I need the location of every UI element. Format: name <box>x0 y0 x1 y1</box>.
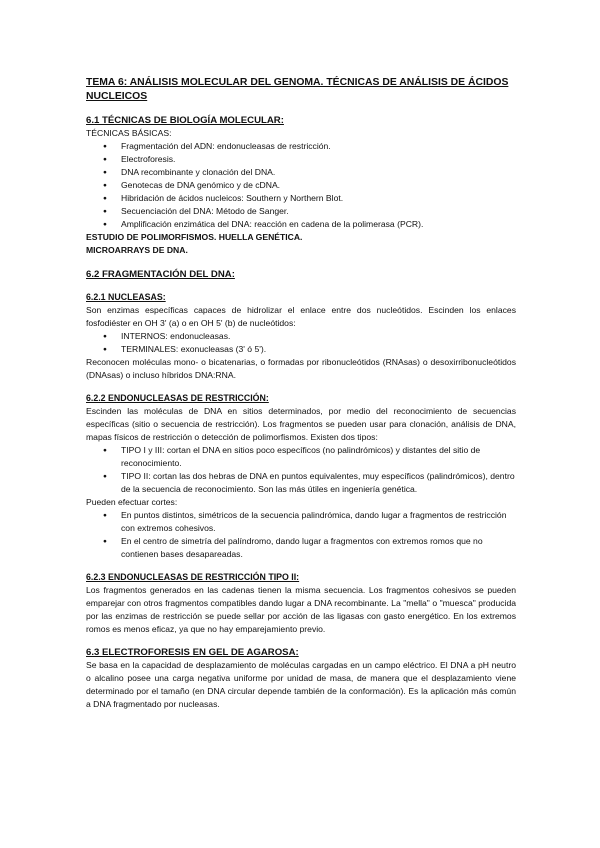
list-item: ● Genotecas de DNA genómico y de cDNA. <box>86 179 516 192</box>
subsection-heading: 6.2.1 NUCLEASAS: <box>86 292 166 302</box>
enzyme-types-list <box>86 444 516 496</box>
subheading-basic-techniques: TÉCNICAS BÁSICAS: <box>86 128 172 138</box>
cut-types-list <box>86 509 516 561</box>
paragraph: Pueden efectuar cortes: <box>86 497 178 507</box>
document-title <box>86 76 516 104</box>
nuclease-types-list <box>86 330 516 356</box>
list-item: ● Secuenciación del DNA: Método de Sanger. <box>86 205 516 218</box>
list-item: ● En el centro de simetría del palíndromo, dando lugar a fragmentos con extremos romos que no contienen bases desapareadas. <box>86 535 516 561</box>
section-6-2 <box>86 268 516 281</box>
section-6-1 <box>86 114 516 257</box>
list-item: ● DNA recombinante y clonación del DNA. <box>86 166 516 179</box>
subsection-heading: 6.2.2 ENDONUCLEASAS DE RESTRICCIÓN: <box>86 393 269 403</box>
list-item: ● En puntos distintos, simétricos de la secuencia palindrómica, dando lugar a fragmentos de restricción con extremos cohesivos. <box>86 509 516 535</box>
section-6-3 <box>86 646 516 711</box>
paragraph: Reconocen moléculas mono- o bicatenarias, o formadas por ribonucleótidos (RNAsas) o desoxirribonucleótidos (DNAsas) o incluso híbridos DNA:RNA. <box>86 357 516 380</box>
section-heading: 6.3 ELECTROFORESIS EN GEL DE AGAROSA: <box>86 647 299 658</box>
list-item: ● TIPO I y III: cortan el DNA en sitios poco específicos (no palindrómicos) y distantes del sitio de reconocimiento. <box>86 444 516 470</box>
paragraph: Se basa en la capacidad de desplazamiento de moléculas cargadas en un campo eléctrico. El DNA a pH neutro o alcalino posee una carga negativa uniforme por unidad de masa, de manera que el desplazamiento viene determinado por el tamaño (en DNA circular depende también de la conformación). Es la aplicación más común a DNA fragmentado por nucleasas. <box>86 660 516 709</box>
list-item: ● Fragmentación del ADN: endonucleasas de restricción. <box>86 140 516 153</box>
polymorphism-line: ESTUDIO DE POLIMORFISMOS. HUELLA GENÉTICA. <box>86 232 303 242</box>
microarrays-line: MICROARRAYS DE DNA. <box>86 245 188 255</box>
paragraph: Escinden las moléculas de DNA en sitios determinados, por medio del reconocimiento de secuencias específicas (sitio o secuencia de restricción). Los fragmentos se pueden usar para clonación, análisis de DNA, mapas físicos de restricción o detección de polimorfismos. Existen dos tipos: <box>86 406 516 442</box>
subsection-heading: 6.2.3 ENDONUCLEASAS DE RESTRICCIÓN TIPO II: <box>86 572 300 582</box>
list-item: ● Electroforesis. <box>86 153 516 166</box>
list-item: ● TIPO II: cortan las dos hebras de DNA en puntos equivalentes, muy específicos (palindrómicos), dentro de la secuencia de reconocimiento. Son las más útiles en ingeniería genética. <box>86 470 516 496</box>
list-item: ● TERMINALES: exonucleasas (3' ó 5'). <box>86 343 516 356</box>
basic-techniques-list <box>86 140 516 231</box>
section-6-2-2 <box>86 392 516 561</box>
title-line-1: TEMA 6: ANÁLISIS MOLECULAR DEL GENOMA. TÉCNICAS DE ANÁLISIS DE ÁCIDOS <box>86 77 509 88</box>
list-item: ● INTERNOS: endonucleasas. <box>86 330 516 343</box>
section-6-2-3 <box>86 571 516 636</box>
section-6-2-1 <box>86 291 516 382</box>
list-item: ● Hibridación de ácidos nucleicos: Southern y Northern Blot. <box>86 192 516 205</box>
section-heading: 6.2 FRAGMENTACIÓN DEL DNA: <box>86 269 235 280</box>
paragraph: Son enzimas específicas capaces de hidrolizar el enlace entre dos nucleótidos. Escinden los enlaces fosfodiéster en OH 3' (a) o en OH 5' (b) de nucleótidos: <box>86 305 516 328</box>
document-body <box>86 76 516 711</box>
list-item: ● Amplificación enzimática del DNA: reacción en cadena de la polimerasa (PCR). <box>86 218 516 231</box>
title-line-2: NUCLEICOS <box>86 91 148 102</box>
paragraph: Los fragmentos generados en las cadenas tienen la misma secuencia. Los fragmentos cohesivos se pueden emparejar con otros fragmentos compatibles dando lugar a DNA recombinante. La "mella" o "muesca" producida por las enzimas de restricción se puede sellar por acción de las ligasas con gasto energético. En los extremos romos es menos eficaz, ya que no hay emparejamiento previo. <box>86 585 516 634</box>
section-heading: 6.1 TÉCNICAS DE BIOLOGÍA MOLECULAR: <box>86 115 284 126</box>
